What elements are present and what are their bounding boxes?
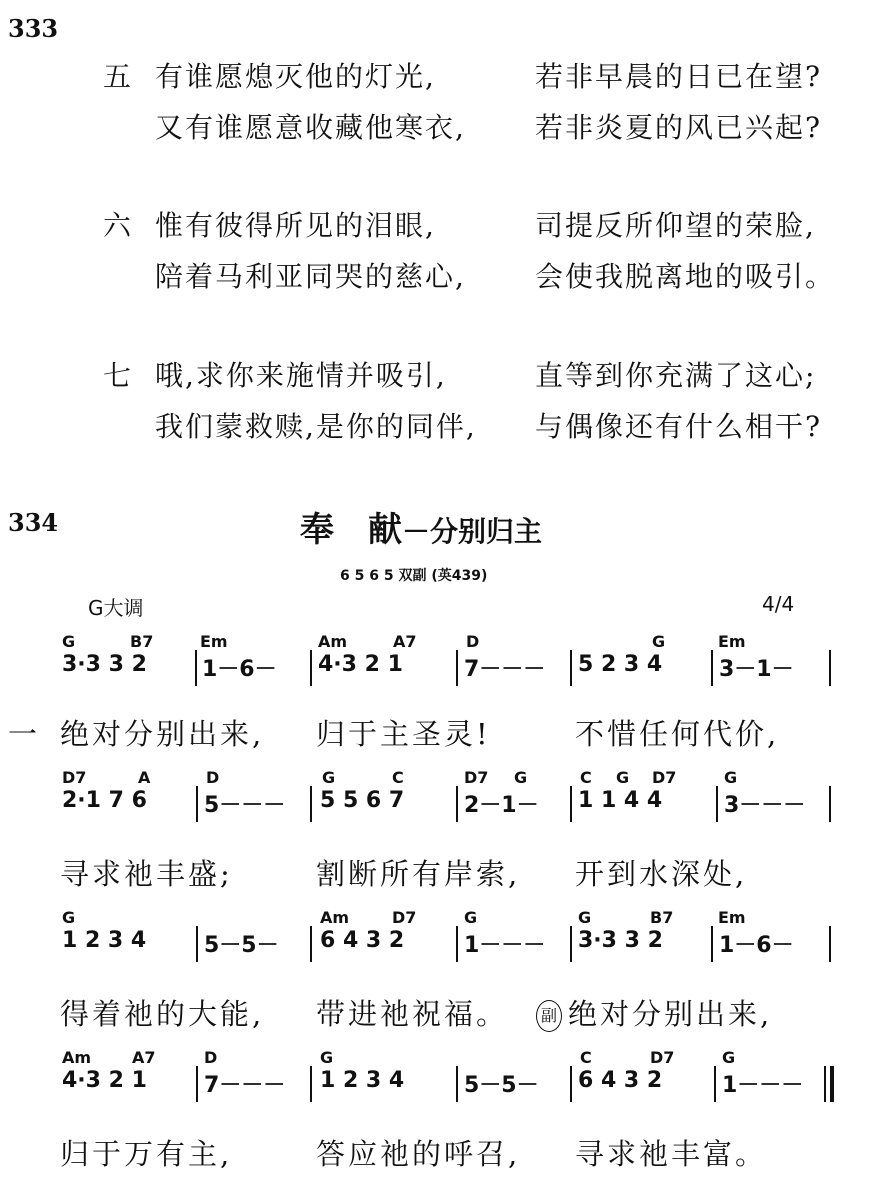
measure-notes: 3－－－ <box>724 793 806 818</box>
barline <box>456 786 458 822</box>
chord-symbol: C <box>580 768 592 787</box>
barline <box>196 786 198 822</box>
final-barline <box>830 1066 834 1102</box>
chord-symbol: A7 <box>132 1048 156 1067</box>
barline <box>570 786 572 822</box>
meter-info: 6 5 6 5 双副 (英439) <box>340 568 488 584</box>
chord-symbol: G <box>724 768 738 787</box>
verse-number: 七 <box>103 359 134 392</box>
barline <box>711 926 713 962</box>
hymn-title <box>300 502 542 551</box>
chord-symbol: G <box>514 768 528 787</box>
measure-notes: 7－－－ <box>464 657 546 682</box>
refrain-marker: 副 <box>536 1000 562 1032</box>
chord-symbol: D7 <box>392 908 417 927</box>
lyric-phrase: 割断所有岸索, <box>316 857 521 891</box>
chord-symbol: Am <box>320 908 350 927</box>
barline <box>310 650 312 686</box>
chord-symbol: D <box>204 1048 218 1067</box>
verse-line: 若非早晨的日已在望? <box>535 60 823 93</box>
barline <box>310 786 312 822</box>
chord-symbol: B7 <box>650 908 674 927</box>
measure-notes: 1 2 3 4 <box>62 928 147 953</box>
lyric-phrase: 归于主圣灵! <box>316 717 491 751</box>
measure-notes: 5－－－ <box>204 793 286 818</box>
barline <box>829 926 831 962</box>
chord-symbol: G <box>652 632 666 651</box>
chord-symbol: D7 <box>650 1048 675 1067</box>
barline <box>570 650 572 686</box>
chord-symbol: D7 <box>652 768 677 787</box>
barline <box>570 926 572 962</box>
measure-notes: 2－1－ <box>464 793 539 818</box>
chord-symbol: G <box>322 768 336 787</box>
measure-notes: 2·1 7 6 <box>62 788 147 813</box>
barline <box>570 1066 572 1102</box>
key-signature: G大调 <box>88 596 144 620</box>
lyric-phrase: 绝对分别出来, <box>60 717 265 751</box>
measure-notes: 6 4 3 2 <box>320 928 405 953</box>
chord-symbol: G <box>616 768 630 787</box>
verse-line: 会使我脱离地的吸引。 <box>535 260 836 293</box>
hymn-number-333: 333 <box>8 14 59 43</box>
chord-symbol: Em <box>718 632 746 651</box>
chord-symbol: Am <box>62 1048 92 1067</box>
verse-number: 五 <box>103 60 134 93</box>
lyric-phrase: 归于万有主, <box>60 1137 233 1171</box>
barline <box>456 650 458 686</box>
barline <box>310 926 312 962</box>
verse-line: 哦,求你来施情并吸引, <box>155 359 447 392</box>
verse-line: 又有谁愿意收藏他寒衣, <box>155 111 466 144</box>
barline <box>829 786 831 822</box>
measure-notes: 3－1－ <box>719 657 794 682</box>
chord-symbol: D7 <box>464 768 489 787</box>
barline <box>195 650 197 686</box>
lyric-phrase: 寻求祂丰富。 <box>575 1137 768 1171</box>
measure-notes: 1－6－ <box>719 933 794 958</box>
measure-notes: 3·3 3 2 <box>62 652 147 677</box>
chord-symbol: C <box>392 768 404 787</box>
barline <box>711 650 713 686</box>
barline <box>310 1066 312 1102</box>
chord-symbol: A <box>138 768 151 787</box>
chord-symbol: G <box>464 908 478 927</box>
barline <box>829 650 831 686</box>
measure-notes: 1－6－ <box>202 657 277 682</box>
chord-symbol: B7 <box>130 632 154 651</box>
chord-symbol: D <box>206 768 220 787</box>
measure-notes: 6 4 3 2 <box>578 1068 663 1093</box>
chord-symbol: G <box>578 908 592 927</box>
measure-notes: 7－－－ <box>204 1073 286 1098</box>
chord-symbol: Em <box>200 632 228 651</box>
verse-line: 司提反所仰望的荣脸, <box>535 209 816 242</box>
measure-notes: 4·3 2 1 <box>318 652 403 677</box>
barline <box>456 1066 458 1102</box>
barline <box>716 786 718 822</box>
chord-symbol: G <box>62 632 76 651</box>
barline <box>196 1066 198 1102</box>
measure-notes: 1 2 3 4 <box>320 1068 405 1093</box>
verse-line: 与偶像还有什么相干? <box>535 410 823 443</box>
measure-notes: 1 1 4 4 <box>578 788 663 813</box>
verse-line: 惟有彼得所见的泪眼, <box>155 209 436 242</box>
barline <box>824 1066 826 1102</box>
barline <box>456 926 458 962</box>
chord-symbol: G <box>62 908 76 927</box>
title-subtitle: －分别归主 <box>402 515 543 548</box>
barline <box>196 926 198 962</box>
measure-notes: 1－－－ <box>722 1073 804 1098</box>
verse-line: 直等到你充满了这心; <box>535 359 817 392</box>
lyric-phrase: 寻求祂丰盛; <box>60 857 233 891</box>
time-signature: 4/4 <box>762 592 795 616</box>
chord-symbol: Em <box>718 908 746 927</box>
measure-notes: 5 5 6 7 <box>320 788 405 813</box>
refrain-group <box>536 992 772 1033</box>
measure-notes: 5－5－ <box>204 933 279 958</box>
lyric-phrase: 答应祂的呼召, <box>316 1137 521 1171</box>
verse-line: 我们蒙救赎,是你的同伴, <box>155 410 477 443</box>
lyric-phrase: 不惜任何代价, <box>575 717 780 751</box>
chord-symbol: D <box>466 632 480 651</box>
lyric-phrase: 带进祂祝福。 <box>316 997 509 1031</box>
lyric-phrase: 绝对分别出来, <box>568 997 773 1031</box>
chord-symbol: G <box>722 1048 736 1067</box>
measure-notes: 5－5－ <box>464 1073 539 1098</box>
measure-notes: 1－－－ <box>464 933 546 958</box>
measure-notes: 5 2 3 4 <box>578 652 663 677</box>
measure-notes: 3·3 3 2 <box>578 928 663 953</box>
chord-symbol: Am <box>318 632 348 651</box>
chord-symbol: A7 <box>393 632 417 651</box>
measure-notes: 4·3 2 1 <box>62 1068 147 1093</box>
lyric-phrase: 得着祂的大能, <box>60 997 265 1031</box>
verse-line: 有谁愿熄灭他的灯光, <box>155 60 436 93</box>
verse-line: 陪着马利亚同哭的慈心, <box>155 260 466 293</box>
barline <box>714 1066 716 1102</box>
hymn-number-334: 334 <box>8 508 59 537</box>
chord-symbol: C <box>580 1048 592 1067</box>
verse-line: 若非炎夏的风已兴起? <box>535 111 823 144</box>
title-main: 奉 献 <box>300 510 402 550</box>
chord-symbol: D7 <box>62 768 87 787</box>
chord-symbol: G <box>320 1048 334 1067</box>
verse-number: 一 <box>8 717 41 751</box>
verse-number: 六 <box>103 209 134 242</box>
lyric-phrase: 开到水深处, <box>575 857 748 891</box>
